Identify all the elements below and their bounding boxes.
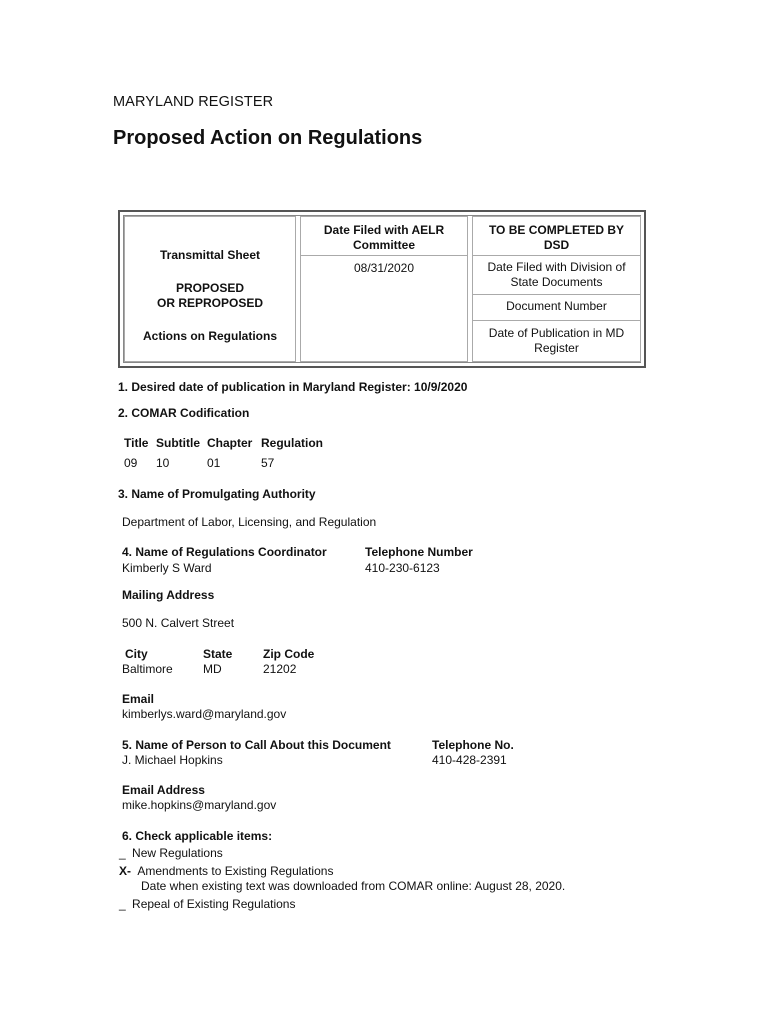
transmittal-sheet-label: Transmittal Sheet — [159, 248, 261, 262]
coordinator-name: Kimberly S Ward — [122, 561, 212, 575]
actions-label: Actions on Regulations — [142, 329, 277, 343]
register-header: MARYLAND REGISTER — [113, 94, 274, 110]
mailing-address-label: Mailing Address — [122, 588, 215, 602]
check-new-regulations — [119, 846, 223, 860]
aelr-date-header — [301, 223, 467, 253]
item-publication-date: 1. Desired date of publication in Maryland Register: 10/9/2020 — [118, 380, 468, 394]
dsd-date-filed — [473, 260, 640, 290]
check-new-mark: _ — [119, 846, 126, 860]
aelr-header-line2: Committee — [352, 238, 415, 252]
transmittal-table — [118, 210, 646, 368]
item-contact-person: 5. Name of Person to Call About this Document — [122, 738, 391, 752]
page-title: Proposed Action on Regulations — [113, 127, 423, 149]
email-label: Email — [122, 692, 155, 706]
city-value: Baltimore — [122, 662, 173, 676]
email-address-label: Email Address — [122, 783, 205, 797]
dsd-date-line1: Date Filed with Division of — [487, 260, 626, 274]
proposed-line1: PROPOSED — [175, 281, 244, 295]
comar-subtitle-value: 10 — [156, 456, 170, 470]
proposed-line2: OR REPROPOSED — [156, 296, 264, 310]
document-number-label: Document Number — [506, 299, 607, 313]
comar-title-value: 09 — [124, 456, 138, 470]
telno-label: Telephone No. — [432, 738, 514, 752]
pub-date-line1: Date of Publication in MD — [488, 326, 625, 340]
check-amend-mark: X- — [119, 864, 131, 878]
item-promulgating-authority: 3. Name of Promulgating Authority — [118, 487, 316, 501]
state-value: MD — [203, 662, 222, 676]
pub-date-line2: Register — [534, 341, 579, 355]
aelr-date-value: 08/31/2020 — [353, 261, 415, 275]
city-label: City — [125, 647, 148, 661]
item-applicable-items: 6. Check applicable items: — [122, 829, 273, 843]
aelr-date-cell — [300, 216, 468, 362]
telephone-label: Telephone Number — [365, 545, 473, 559]
item-comar-codification: 2. COMAR Codification — [118, 406, 250, 420]
zip-label: Zip Code — [263, 647, 315, 661]
check-amendments — [119, 864, 333, 878]
proposed-label — [125, 281, 295, 311]
comar-header-title: Title — [124, 436, 149, 450]
dsd-header-line1: TO BE COMPLETED BY — [488, 223, 625, 237]
email-value: kimberlys.ward@maryland.gov — [122, 707, 287, 721]
amend-download-note: Date when existing text was downloaded from COMAR online: August 28, 2020. — [141, 879, 566, 893]
comar-header-subtitle: Subtitle — [156, 436, 200, 450]
comar-regulation-value: 57 — [261, 456, 275, 470]
dsd-date-line2: State Documents — [510, 275, 603, 289]
comar-header-chapter: Chapter — [207, 436, 253, 450]
aelr-header-line1: Date Filed with AELR — [323, 223, 445, 237]
telephone-value: 410-230-6123 — [365, 561, 440, 575]
state-label: State — [203, 647, 233, 661]
contact-email-value: mike.hopkins@maryland.gov — [122, 798, 277, 812]
publication-date-label — [473, 326, 640, 356]
check-repeal-label: Repeal of Existing Regulations — [132, 897, 296, 911]
dsd-cell — [472, 216, 641, 362]
comar-header-regulation: Regulation — [261, 436, 323, 450]
telno-value: 410-428-2391 — [432, 753, 507, 767]
check-repeal — [119, 897, 295, 911]
comar-chapter-value: 01 — [207, 456, 221, 470]
dsd-header-line2: DSD — [543, 238, 570, 252]
check-amend-label: Amendments to Existing Regulations — [137, 864, 334, 878]
check-repeal-mark: _ — [119, 897, 126, 911]
check-new-label: New Regulations — [132, 846, 223, 860]
street-value: 500 N. Calvert Street — [122, 616, 235, 630]
contact-name: J. Michael Hopkins — [122, 753, 223, 767]
item-regulations-coordinator: 4. Name of Regulations Coordinator — [122, 545, 327, 559]
transmittal-sheet-cell — [124, 216, 296, 362]
authority-value: Department of Labor, Licensing, and Regulation — [122, 515, 377, 529]
zip-value: 21202 — [263, 662, 297, 676]
dsd-header — [473, 223, 640, 253]
